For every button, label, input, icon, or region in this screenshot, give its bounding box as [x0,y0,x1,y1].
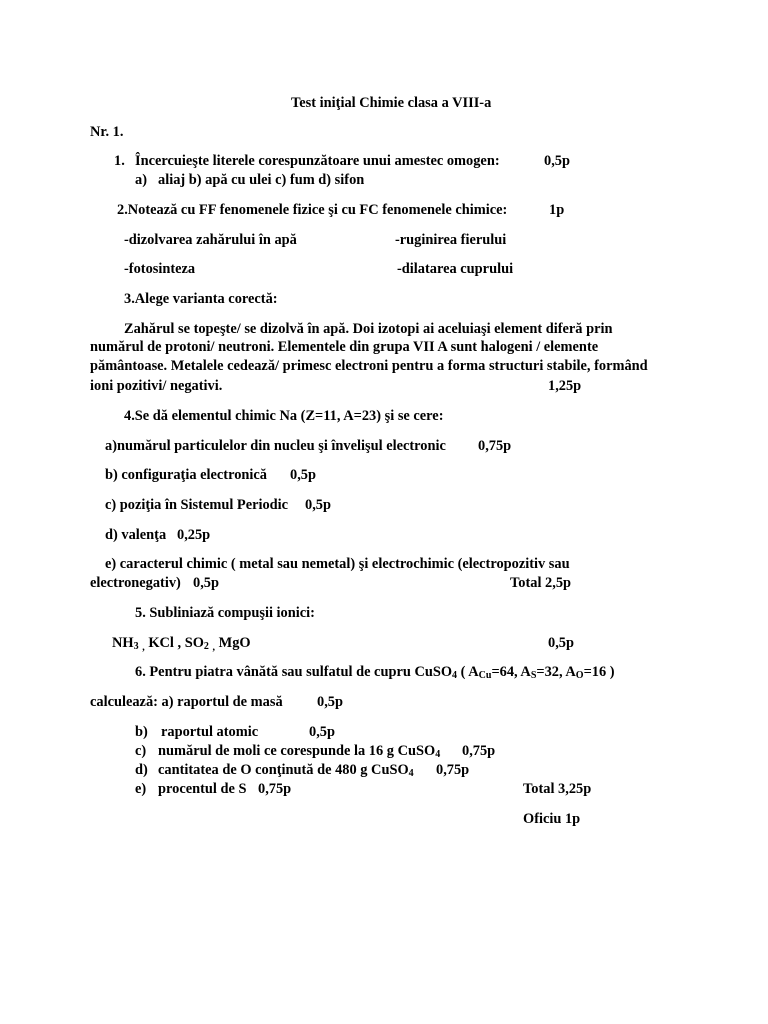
q4-item-c: c) poziţia în Sistemul Periodic [105,497,289,513]
q1-points: 0,5p [544,153,570,169]
q2-item: -dilatarea cuprului [397,261,514,277]
q4-points-b: 0,5p [290,467,316,483]
q6-calc: calculează: a) raportul de masă [90,694,283,710]
q6-total: Total 3,25p [523,781,592,797]
q3-heading: 3.Alege varianta corectă: [124,291,278,307]
q2-item: -ruginirea fierului [395,232,507,248]
q1-number: 1. [114,153,125,169]
q4-points-e: 0,5p [193,575,219,591]
q4-item-a: a)numărul particulelor din nucleu şi învelişul electronic [105,438,446,454]
q4-item-b: b) configuraţia electronică [105,467,267,483]
q5-points: 0,5p [548,635,574,651]
compound-mgo: MgO [218,635,251,651]
q6-points-a: 0,5p [317,694,343,710]
q6-intro: 6. Pentru piatra vânătă sau sulfatul de cupru CuSO$_4$ ( $A_{Cu}=64$, $A_S=32$, $A_O=16$ ) [135,664,615,681]
q6-item-b: raportul atomic [161,724,259,740]
q6-points-e: 0,75p [258,781,292,797]
compound-nh3: $NH_3$ [112,635,139,652]
page-title: Test iniţial Chimie clasa a VIII-a [291,95,492,111]
q3-line: pământoase. Metalele cedează/ primesc electroni pentru a forma structuri stabile, formând [90,358,648,374]
q4-item-d: d) valenţa [105,527,167,543]
q1-options: aliaj b) apă cu ulei c) fum d) sifon [158,172,365,188]
q6-letter-e: e) [135,781,147,797]
q5-compounds: $NH_3$ $_,$ KCl , $SO_2$ $_,$ MgO [112,635,251,653]
q6-item-d: cantitatea de O conţinută de 480 g CuSO$_4$ [158,762,414,779]
q4-points-c: 0,5p [305,497,331,513]
q4-points-d: 0,25p [177,527,211,543]
q6-letter-b: b) [135,724,148,740]
compound-kcl: KCl , [148,635,182,651]
q3-points: 1,25p [548,378,582,394]
test-number: Nr. 1. [90,124,124,140]
q1-option-letter: a) [135,172,147,188]
q3-line: Zahărul se topeşte/ se dizolvă în apă. Doi izotopi ai aceluiaşi element diferă prin [124,321,613,337]
q2-item: -fotosinteza [124,261,196,277]
oficiu-points: Oficiu 1p [523,811,581,827]
q5-heading: 5. Subliniază compuşii ionici: [135,605,315,621]
q6-points-b: 0,5p [309,724,335,740]
q2-points: 1p [549,202,565,218]
q3-line: numărul de protoni/ neutroni. Elementele din grupa VII A sunt halogeni / elemente [90,339,599,355]
q6-item-c: numărul de moli ce corespunde la 16 g CuSO$_4$ [158,743,441,760]
q4-item-e: e) caracterul chimic ( metal sau nemetal) şi electrochimic (electropozitiv sau [105,556,570,572]
q1-text: Încercuieşte literele corespunzătoare unui amestec omogen: [135,153,500,169]
q4-heading: 4.Se dă elementul chimic Na (Z=11, A=23) şi se cere: [124,408,444,424]
q6-letter-d: d) [135,762,148,778]
q2-text: 2.Notează cu FF fenomenele fizice şi cu FC fenomenele chimice: [117,202,508,218]
q4-points-a: 0,75p [478,438,512,454]
compound-so2: $SO_2$ [184,635,209,652]
q6-letter-c: c) [135,743,147,759]
q3-line: ioni pozitivi/ negativi. [90,378,223,394]
q4-total: Total 2,5p [510,575,572,591]
q6-points-d: 0,75p [436,762,470,778]
q6-item-e: procentul de S [158,781,247,797]
q6-points-c: 0,75p [462,743,496,759]
q4-item-e-cont: electronegativ) [90,575,181,591]
q2-item: -dizolvarea zahărului în apă [124,232,297,248]
